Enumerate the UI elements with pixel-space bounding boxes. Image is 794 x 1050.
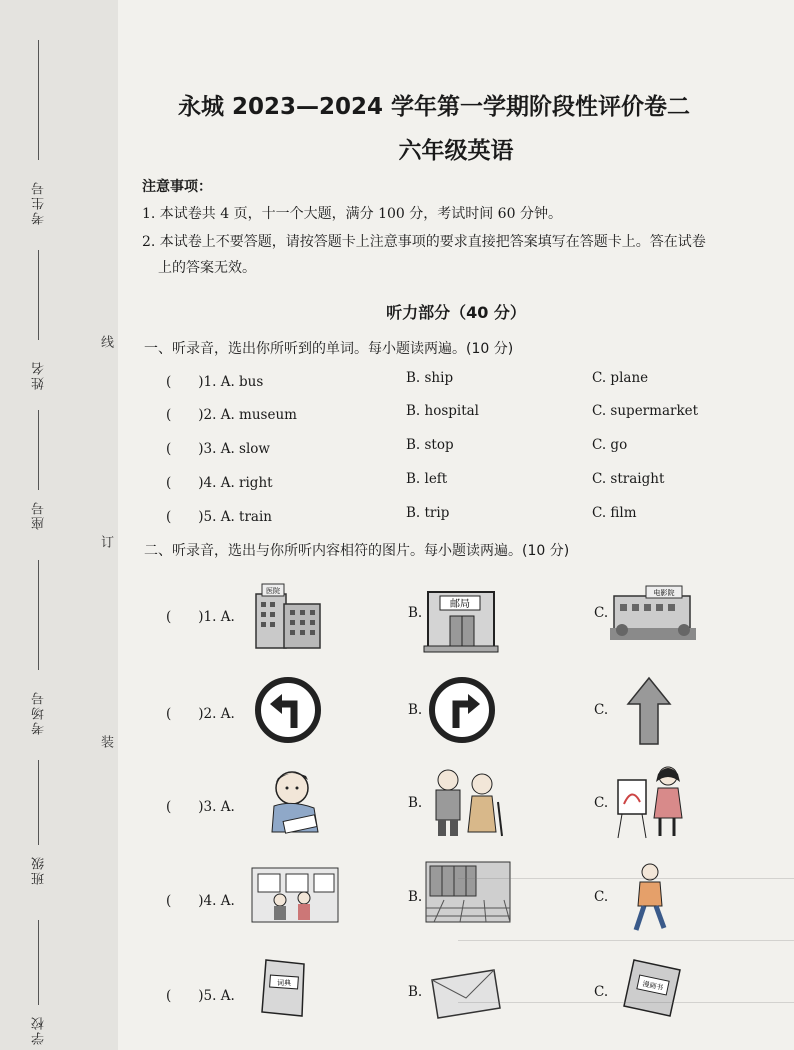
option-c: C. straight [592,471,665,487]
subway-station-picture [424,860,512,924]
option-c: C. [594,605,609,621]
turn-right-sign-icon [428,676,496,744]
question-a: ( )1. A. [166,609,235,625]
question-row [118,505,794,533]
option-c: C. [594,984,609,1000]
bleed-through-line [458,1002,794,1003]
exam-subtitle: 六年级英语 [398,138,514,164]
question-a: ( )4. A. right [166,475,273,491]
exam-title: 永城 2023—2024 学年第一学期阶段性评价卷二 [178,94,691,120]
option-b: B. stop [406,437,454,453]
option-b: B. ship [406,370,454,386]
girl-drawing-picture [612,764,688,840]
comic-label: 漫画书 [641,979,664,993]
option-b: B. [408,889,423,905]
part2-heading: 二、听录音，选出与你所听内容相符的图片。每小题读两遍。(10 分) [144,543,570,559]
notes-heading: 注意事项： [142,179,212,195]
binding-line [38,410,39,490]
question-a: ( )2. A. [166,706,235,722]
question-row [118,437,794,465]
option-c: C. [594,889,609,905]
option-b: B. [408,702,423,718]
question-a: ( )1. A. bus [166,374,264,390]
boy-writing-picture [262,766,332,834]
post-office-sign: 邮局 [450,599,470,610]
note-item-1: 1. 本试卷共 4 页，十一个大题，满分 100 分，考试时间 60 分钟。 [142,206,562,222]
part1-heading: 一、听录音，选出你所听到的单词。每小题读两遍。(10 分) [144,341,514,357]
option-c: C. [594,702,609,718]
post-office-picture [422,580,502,656]
hospital-sign: 医院 [266,587,280,595]
postcard-envelope-picture [428,968,504,1020]
option-b: B. hospital [406,403,480,419]
cinema-picture [610,582,696,642]
option-b: B. [408,605,423,621]
question-row [118,370,794,398]
seal-mark-install: 装 [98,735,113,748]
binding-label-seat: 座号 [32,500,47,530]
note-item-2-cont: 上的答案无效。 [158,260,256,276]
option-c: C. film [592,505,637,521]
option-c: C. go [592,437,628,453]
binding-line [38,760,39,845]
question-a: ( )4. A. [166,893,235,909]
seal-mark-bind: 订 [98,535,113,548]
go-straight-arrow-icon [626,676,672,746]
dictionary-book-picture [256,956,312,1020]
hospital-building-picture [248,580,328,650]
binding-label-room: 考场号 [32,690,47,735]
comic-book-picture [620,956,686,1020]
option-b: B. trip [406,505,450,521]
binding-label-name: 姓名 [32,360,47,390]
question-a: ( )5. A. [166,988,235,1004]
option-c: C. [594,795,609,811]
question-a: ( )3. A. [166,799,235,815]
question-row [118,471,794,499]
option-b: B. [408,984,423,1000]
option-c: C. supermarket [592,403,699,419]
binding-label-exam-number: 考生号 [32,180,47,225]
bleed-through-line [458,878,794,879]
bleed-through-line [458,940,794,941]
seal-mark-line: 线 [98,335,113,348]
question-a: ( )5. A. train [166,509,272,525]
cinema-sign: 电影院 [653,589,675,597]
grandparents-picture [424,766,508,838]
question-row [118,403,794,431]
listening-section-title: 听力部分（40 分） [386,303,526,322]
option-c: C. plane [592,370,649,386]
option-b: B. [408,795,423,811]
question-a: ( )2. A. museum [166,407,297,423]
note-item-2: 2. 本试卷上不要答题，请按答题卡上注意事项的要求直接把答案填写在答题卡上。答在试卷 [142,234,706,250]
turn-left-sign-icon [254,676,322,744]
option-b: B. left [406,471,448,487]
dictionary-label: 词典 [277,979,291,987]
question-a: ( )3. A. slow [166,441,270,457]
binding-line [38,40,39,160]
binding-label-class: 班级 [32,855,47,885]
binding-line [38,250,39,340]
bus-interior-picture [250,866,340,924]
boy-walking-picture [628,862,674,934]
binding-line [38,560,39,670]
binding-line [38,920,39,1005]
binding-label-school: 学校 [32,1015,47,1045]
exam-sheet [118,0,794,1050]
binding-strip [0,0,119,1050]
